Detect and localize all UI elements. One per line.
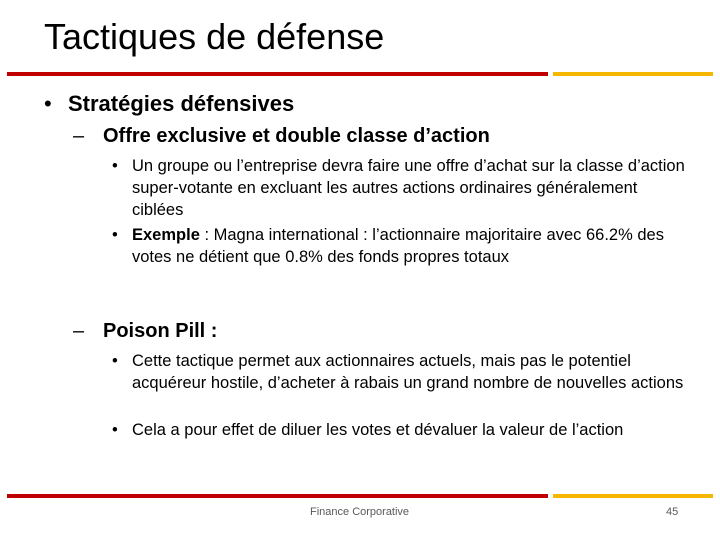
item-poison-pill-description: [112, 350, 692, 394]
item-offre-description: [112, 155, 692, 221]
item-exemple: [112, 224, 692, 268]
item-dot: •: [112, 352, 118, 370]
dash-marker: –: [73, 320, 85, 342]
item-offre-description-text: Un groupe ou l’entreprise devra faire une offre d’achat sur la classe d’action super-votante en excluant les autres actions ordinaires généralement ciblées: [132, 157, 685, 219]
page-number: 45: [666, 506, 679, 518]
item-dot: •: [112, 421, 118, 439]
top-rule-red: [7, 72, 548, 76]
bottom-rule-red: [7, 494, 548, 498]
item-exemple-text: : Magna international : l’actionnaire majoritaire avec 66.2% des votes ne détient que 0.8% des fonds propres totaux: [132, 226, 664, 266]
slide-title: Tactiques de défense: [44, 16, 385, 57]
item-dot: •: [112, 157, 118, 175]
item-poison-pill-effect-text: Cela a pour effet de diluer les votes et dévaluer la valeur de l’action: [132, 421, 624, 439]
bottom-rule-gold: [553, 494, 713, 498]
section-heading-offre: [73, 123, 693, 149]
item-poison-pill-description-text: Cette tactique permet aux actionnaires actuels, mais pas le potentiel acquéreur hostile, d’acheter à rabais un grand nombre de nouvelles actions: [132, 352, 684, 392]
bullet-strategies: [44, 90, 684, 118]
section-heading-poison-pill: [73, 318, 693, 344]
item-exemple-label: Exemple: [132, 226, 200, 244]
bullet-dot: •: [44, 91, 52, 116]
section-heading-offre-label: Offre exclusive et double classe d’action: [103, 125, 490, 147]
footer-title: Finance Corporative: [310, 506, 410, 518]
top-rule-gold: [553, 72, 713, 76]
item-poison-pill-effect: [112, 419, 692, 441]
section-heading-poison-pill-label: Poison Pill :: [103, 320, 218, 342]
item-dot: •: [112, 226, 118, 244]
dash-marker: –: [73, 125, 85, 147]
bullet-strategies-label: Stratégies défensives: [68, 91, 295, 116]
